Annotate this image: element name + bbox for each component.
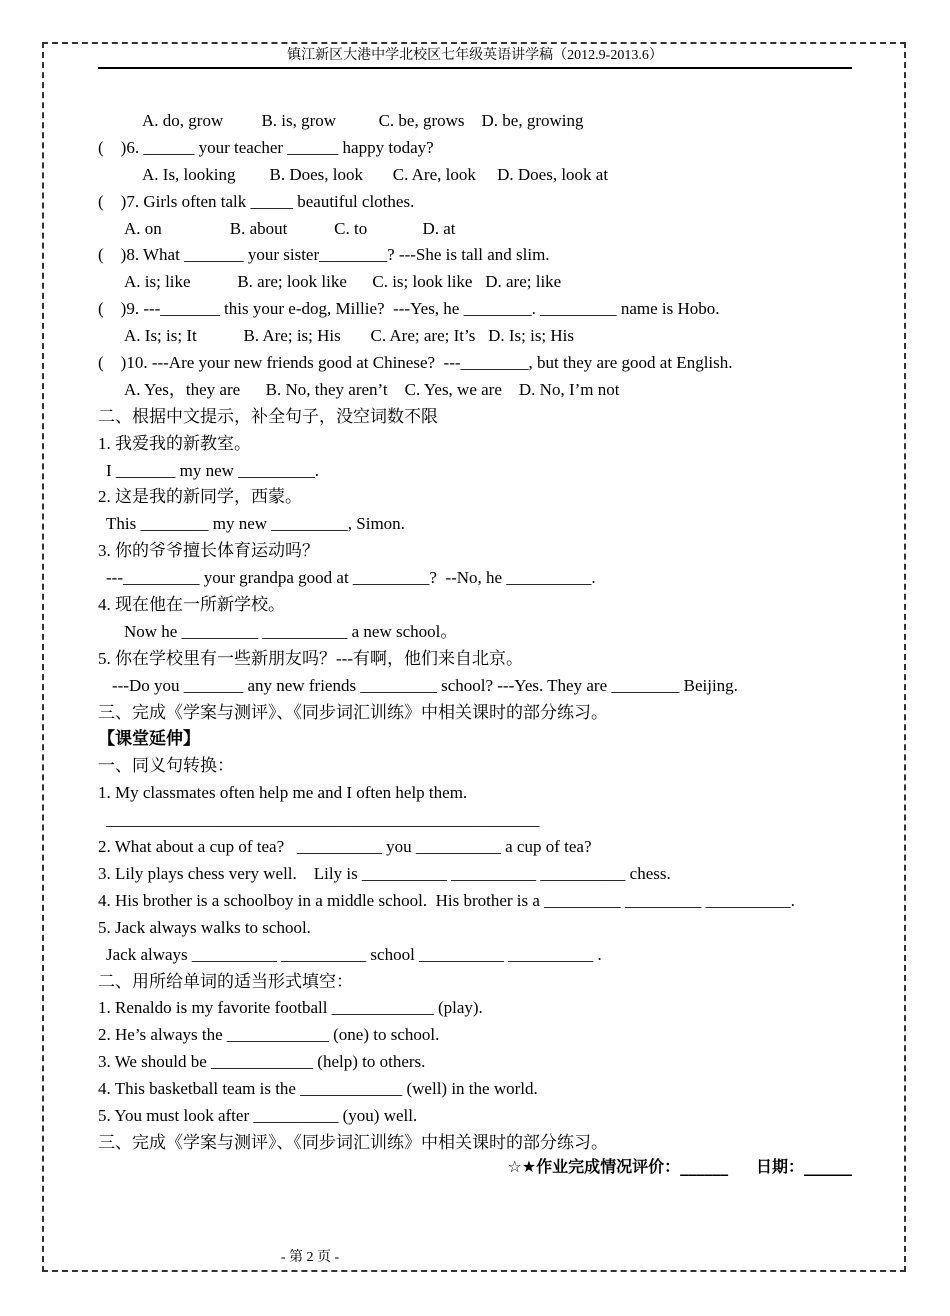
text-line: 2. 这是我的新同学，西蒙。 — [98, 487, 302, 507]
text-line: A. Yes，they are B. No, they aren’t C. Yes, we are D. No, I’m not — [124, 379, 620, 399]
text-line: 1. Renaldo is my favorite football ____________ (play). — [98, 998, 483, 1018]
text-line: ( )8. What _______ your sister________? ---She is tall and slim. — [98, 245, 550, 265]
worksheet-body — [98, 108, 858, 1157]
page-number: - 第 2 页 - — [280, 1250, 340, 1265]
text-line: I _______ my new _________. — [106, 460, 319, 480]
text-line: Now he _________ __________ a new school。 — [124, 621, 458, 641]
text-line: ---Do you _______ any new friends _________ school? ---Yes. They are ________ Beijing. — [112, 675, 738, 695]
text-line: 【课堂延伸】 — [98, 729, 200, 749]
text-line: This ________ my new _________, Simon. — [106, 514, 405, 534]
text-line: A. Is; is; It B. Are; is; His C. Are; are; It’s D. Is; is; His — [124, 326, 575, 346]
page-header: 镇江新区大港中学北校区七年级英语讲学稿（2012.9-2013.6） — [287, 48, 663, 63]
text-line: 三、完成《学案与测评》、《同步词汇训练》中相关课时的部分练习。 — [98, 1132, 608, 1152]
text-line: 一、同义句转换： — [98, 756, 234, 776]
text-line: 三、完成《学案与测评》、《同步词汇训练》中相关课时的部分练习。 — [98, 702, 608, 722]
text-line: 二、根据中文提示，补全句子，没空词数不限 — [98, 406, 438, 426]
text-line: 二、用所给单词的适当形式填空： — [98, 971, 353, 991]
text-line: 5. Jack always walks to school. — [98, 917, 311, 937]
text-line: ( )10. ---Are your new friends good at Chinese? ---________, but they are good at English. — [98, 353, 733, 373]
text-line: 4. His brother is a schoolboy in a middle school. His brother is a _________ _________ __________. — [98, 890, 795, 910]
text-line: 2. He’s always the ____________ (one) to school. — [98, 1025, 440, 1045]
text-line: 3. We should be ____________ (help) to others. — [98, 1052, 426, 1072]
text-line: 4. 现在他在一所新学校。 — [98, 595, 285, 615]
text-line: A. is; like B. are; look like C. is; look like D. are; like — [124, 272, 562, 292]
text-line: 3. Lily plays chess very well. Lily is __________ __________ __________ chess. — [98, 863, 671, 883]
text-line: 5. 你在学校里有一些新朋友吗？---有啊，他们来自北京。 — [98, 648, 523, 668]
text-line: Jack always __________ __________ school __________ __________ . — [106, 944, 602, 964]
text-line: 1. My classmates often help me and I often help them. — [98, 783, 468, 803]
header-divider — [98, 67, 852, 69]
text-line: A. Is, looking B. Does, look C. Are, look D. Does, look at — [142, 164, 609, 184]
text-line: 1. 我爱我的新教室。 — [98, 433, 251, 453]
text-line: ( )6. ______ your teacher ______ happy today? — [98, 137, 434, 157]
text-line: A. on B. about C. to D. at — [124, 218, 456, 238]
text-line: ___________________________________________________ — [106, 810, 540, 830]
text-line: ( )9. ---_______ this your e-dog, Millie? ---Yes, he ________. _________ name is Hobo. — [98, 299, 720, 319]
text-line: 5. You must look after __________ (you) well. — [98, 1105, 418, 1125]
text-line: ---_________ your grandpa good at _________? --No, he __________. — [106, 568, 596, 588]
text-line: 4. This basketball team is the ____________ (well) in the world. — [98, 1079, 538, 1099]
text-line: 3. 你的爷爷擅长体育运动吗？ — [98, 541, 319, 561]
text-line: A. do, grow B. is, grow C. be, grows D. be, growing — [142, 111, 584, 130]
homework-evaluation: ☆★作业完成情况评价：______ 日期：______ — [507, 1157, 852, 1176]
text-line: ( )7. Girls often talk _____ beautiful clothes. — [98, 191, 415, 211]
text-line: 2. What about a cup of tea? __________ you __________ a cup of tea? — [98, 837, 592, 857]
